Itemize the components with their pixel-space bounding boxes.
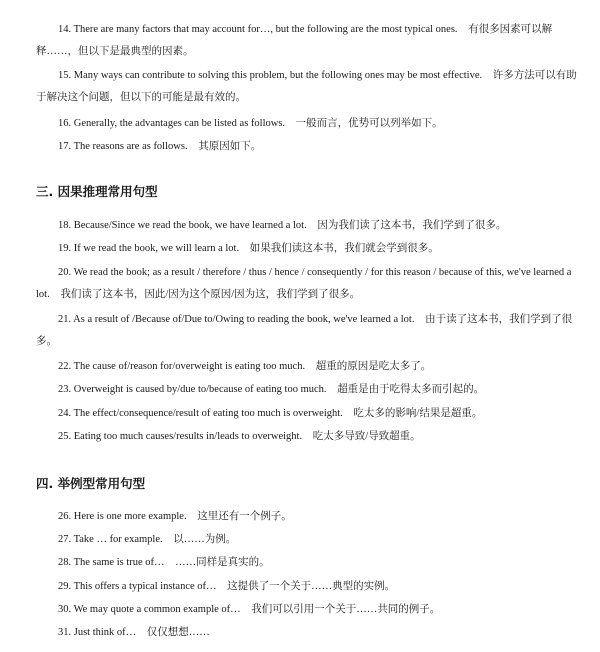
list-item: 30. We may quote a common example of… 我们可以引用一个关于……共同的例子。 [58,604,441,615]
section-heading-causal: 三. 因果推理常用句型 [36,184,158,199]
list-item: 27. Take … for example. 以……为例。 [58,534,237,545]
list-item: 18. Because/Since we read the book, we have learned a lot. 因为我们读了这本书，我们学到了很多。 [58,220,507,231]
list-item: 25. Eating too much causes/results in/leads to overweight. 吃太多导致/导致超重。 [58,431,421,442]
section-heading-examples: 四. 举例型常用句型 [36,476,146,491]
list-item: 28. The same is true of… ……同样是真实的。 [58,557,270,568]
list-item: 19. If we read the book, we will learn a lot. 如果我们读这本书，我们就会学到很多。 [58,243,439,254]
list-item: 21. As a result of /Because of/Due to/Owing to reading the book, we've learned a lot. 由于读了这本书，我们学到了很多。 [36,314,573,347]
list-item: 22. The cause of/reason for/overweight is eating too much. 超重的原因是吃太多了。 [58,361,432,372]
list-item: 14. There are many factors that may account for…, but the following are the most typical ones. 有很多因素可以解释……，但以下是最典型的因素。 [36,24,553,57]
list-item: 24. The effect/consequence/result of eating too much is overweight. 吃太多的影响/结果是超重。 [58,408,483,419]
list-item: 17. The reasons are as follows. 其原因如下。 [58,141,262,152]
list-item: 29. This offers a typical instance of… 这提供了一个关于……典型的实例。 [58,581,396,592]
list-item: 16. Generally, the advantages can be listed as follows. 一般而言，优势可以列举如下。 [58,118,443,129]
list-item: 31. Just think of… 仅仅想想…… [58,627,210,638]
list-item: 20. We read the book; as a result / therefore / thus / hence / consequently / for this reason / because of this, we've learned a lot. 我们读了这本书，因此/因为这个原因/因为这，我们学到了很多。 [36,267,572,300]
list-item: 15. Many ways can contribute to solving this problem, but the following ones may be most effective. 许多方法可以有助于解决这个问题，但以下的可能是最有效的。 [36,70,577,103]
list-item: 23. Overweight is caused by/due to/because of eating too much. 超重是由于吃得太多而引起的。 [58,384,485,395]
list-item: 26. Here is one more example. 这里还有一个例子。 [58,511,292,522]
